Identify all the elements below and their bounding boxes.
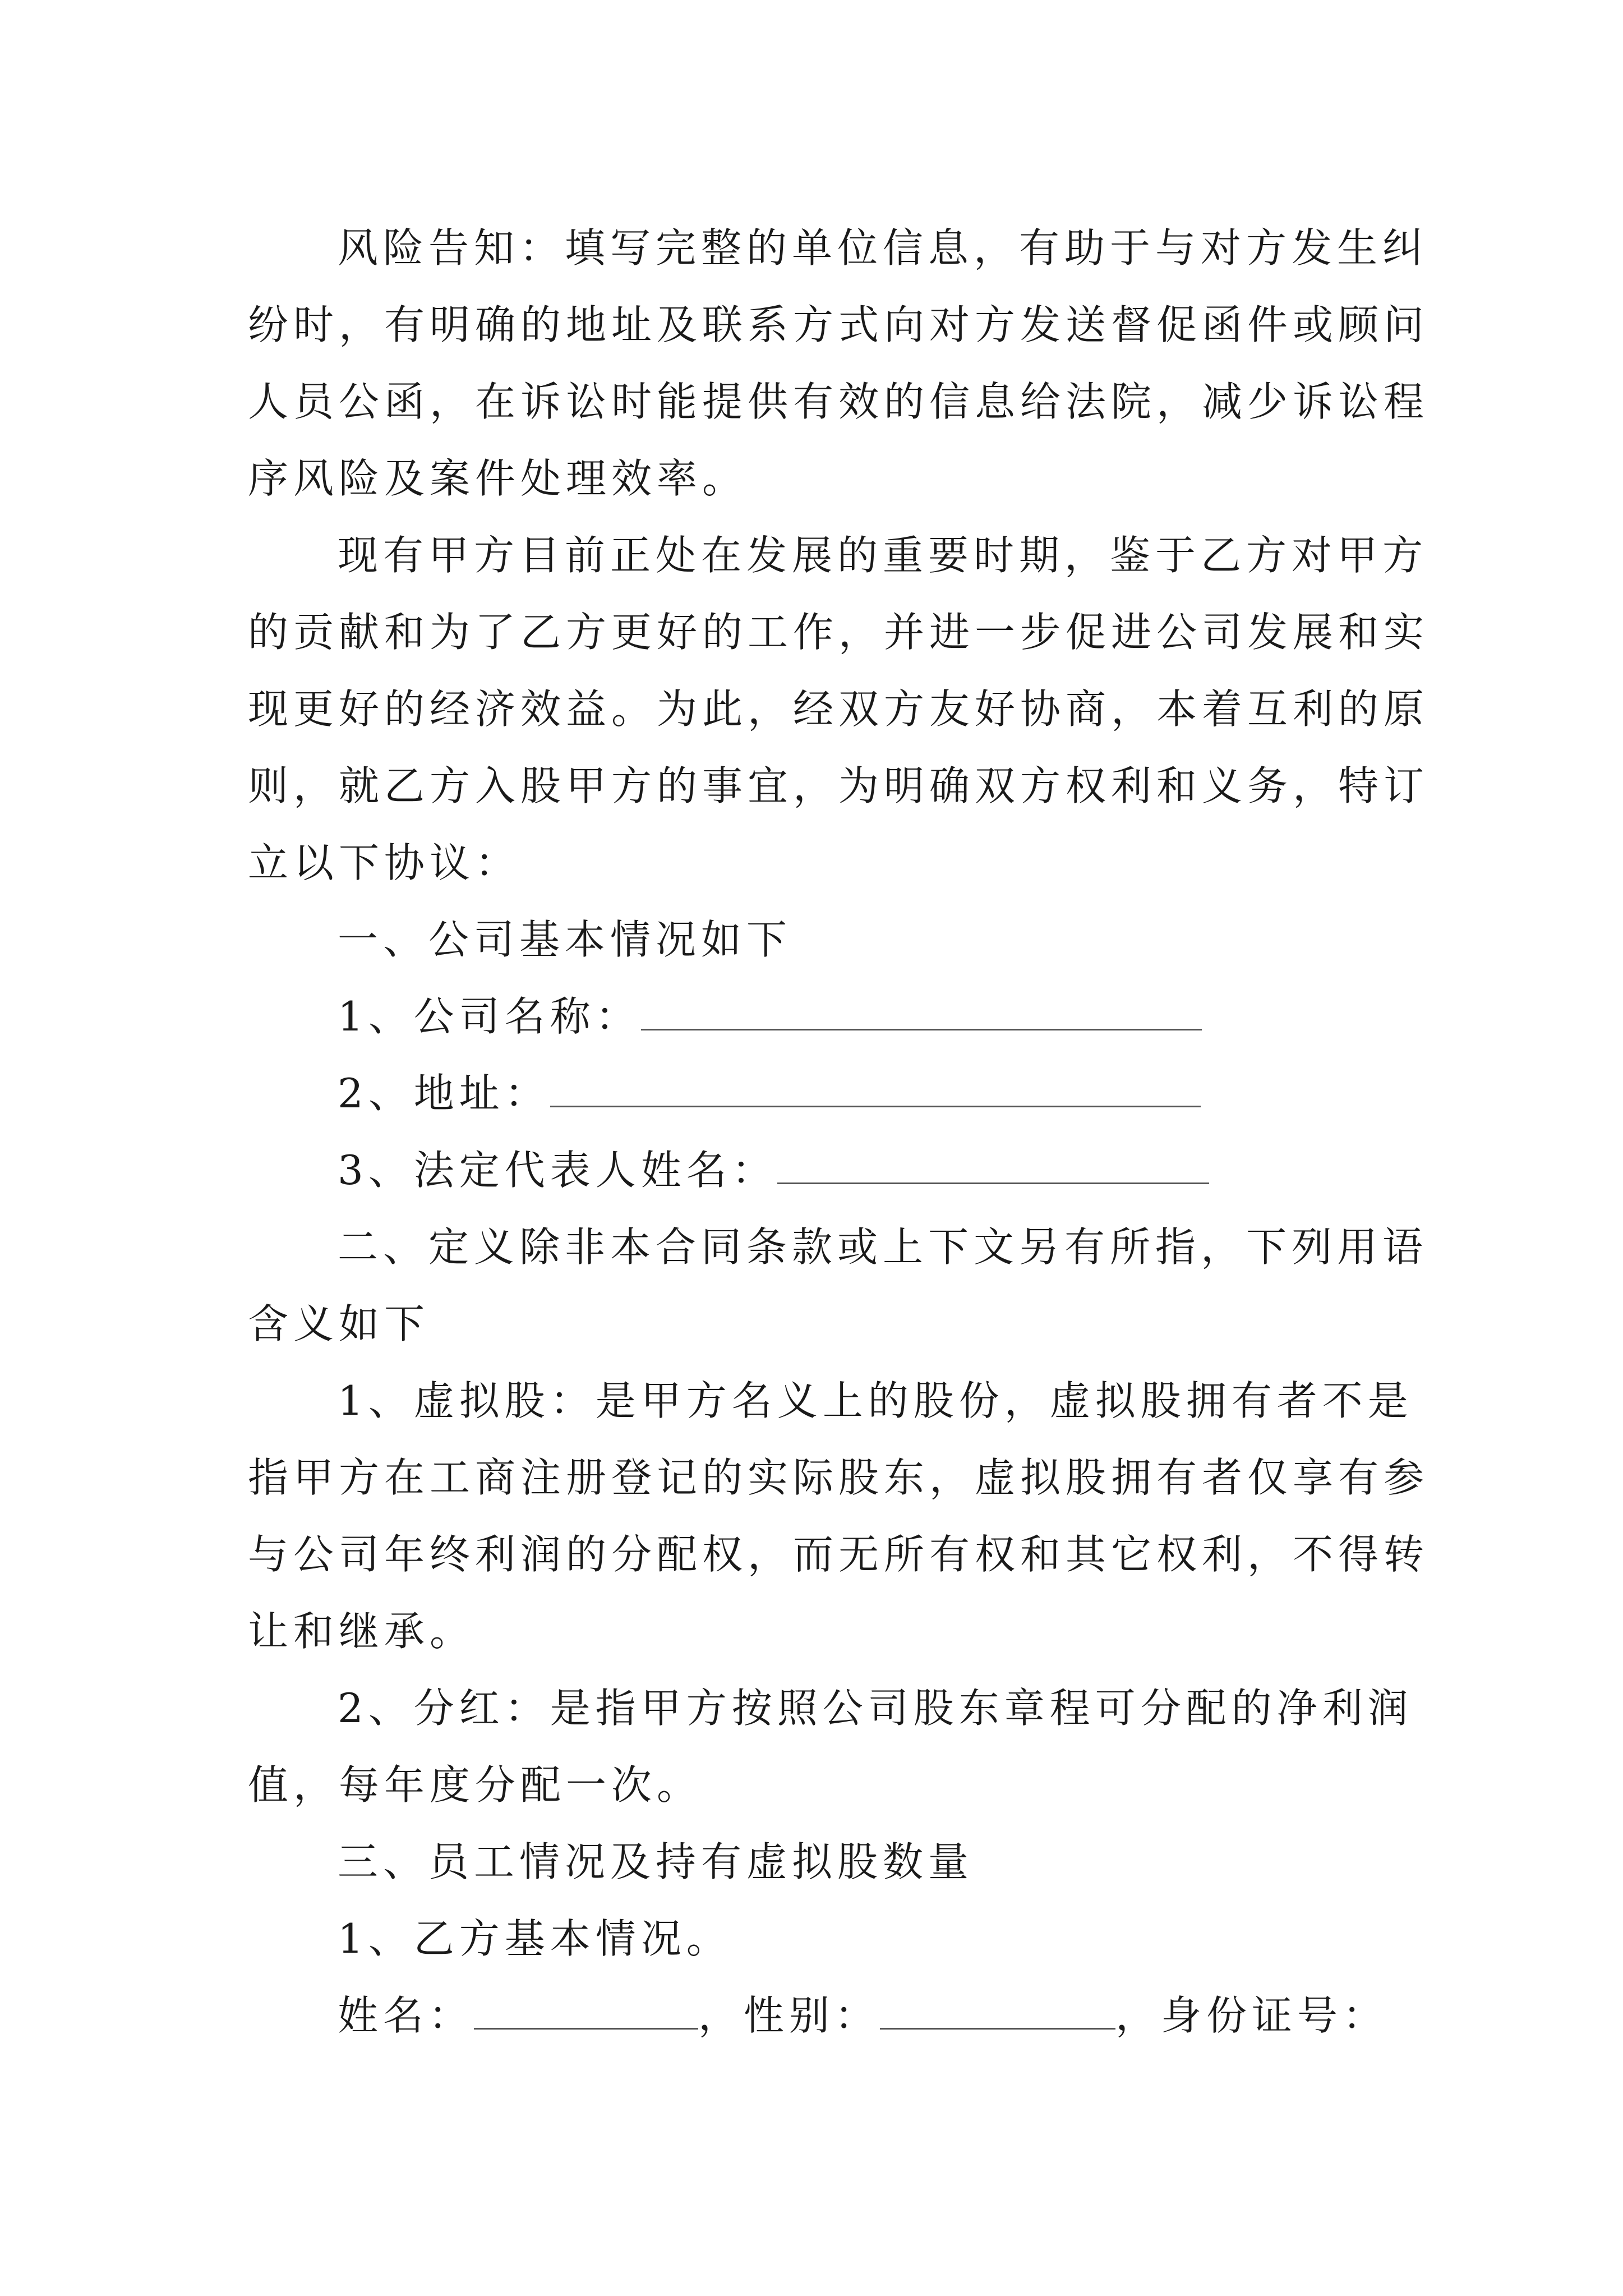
text-line: 现更好的经济效益。为此，经双方友好协商，本着互利的原 (248, 685, 1430, 733)
legal-rep-label: 3、法定代表人姓名： (338, 1147, 777, 1194)
text-line: 的贡献和为了乙方更好的工作，并进一步促进公司发展和实 (248, 609, 1430, 656)
id-number-label: ，身份证号： (1115, 1992, 1389, 2039)
text-line: 1、虚拟股：是甲方名义上的股份，虚拟股拥有者不是 (338, 1377, 1413, 1424)
text-line: 现有甲方目前正处在发展的重要时期，鉴于乙方对甲方 (338, 532, 1428, 579)
text-line: 则，就乙方入股甲方的事宜，为明确双方权利和义务，特订 (248, 762, 1430, 809)
text-line: 指甲方在工商注册登记的实际股东，虚拟股拥有者仅享有参 (248, 1454, 1430, 1501)
address-blank[interactable] (550, 1072, 1201, 1107)
name-label: 姓名： (338, 1992, 474, 2039)
definition-dividend (248, 1670, 1413, 1824)
party-b-info-row (248, 1977, 1389, 2054)
company-name-blank[interactable] (641, 995, 1202, 1030)
section-1-heading: 一、公司基本情况如下 (338, 916, 792, 963)
risk-notice-paragraph (248, 210, 1430, 517)
document-body (248, 210, 1430, 2054)
address-label: 2、地址： (338, 1070, 550, 1117)
text-line: 风险告知：填写完整的单位信息，有助于与对方发生纠 (338, 224, 1428, 272)
text-line: 值，每年度分配一次。 (248, 1761, 703, 1809)
text-line: 二、定义除非本合同条款或上下文另有所指，下列用语 (338, 1223, 1428, 1271)
text-line: 让和继承。 (248, 1608, 476, 1655)
text-line: 立以下协议： (248, 839, 521, 886)
text-line: 序风险及案件处理效率。 (248, 455, 748, 502)
text-line: 人员公函，在诉讼时能提供有效的信息给法院，减少诉讼程 (248, 378, 1430, 425)
preamble-paragraph (248, 517, 1430, 901)
definition-virtual-shares (248, 1363, 1430, 1670)
section-3-heading: 三、员工情况及持有虚拟股数量 (338, 1838, 974, 1885)
text-line: 2、分红：是指甲方按照公司股东章程可分配的净利润 (338, 1685, 1413, 1732)
company-name-row (248, 978, 1386, 1055)
name-blank[interactable] (474, 1994, 698, 2030)
party-b-info-heading: 1、乙方基本情况。 (338, 1915, 732, 1962)
legal-rep-row (248, 1132, 1386, 1209)
section-2-heading (248, 1209, 1428, 1363)
gender-blank[interactable] (880, 1994, 1115, 2030)
text-line: 纷时，有明确的地址及联系方式向对方发送督促函件或顾问 (248, 301, 1430, 348)
address-row (248, 1055, 1386, 1132)
company-name-label: 1、公司名称： (338, 993, 641, 1040)
legal-rep-blank[interactable] (777, 1149, 1209, 1184)
text-line: 与公司年终利润的分配权，而无所有权和其它权利，不得转 (248, 1531, 1430, 1578)
gender-label: ，性别： (698, 1992, 880, 2039)
text-line: 含义如下 (248, 1300, 430, 1347)
